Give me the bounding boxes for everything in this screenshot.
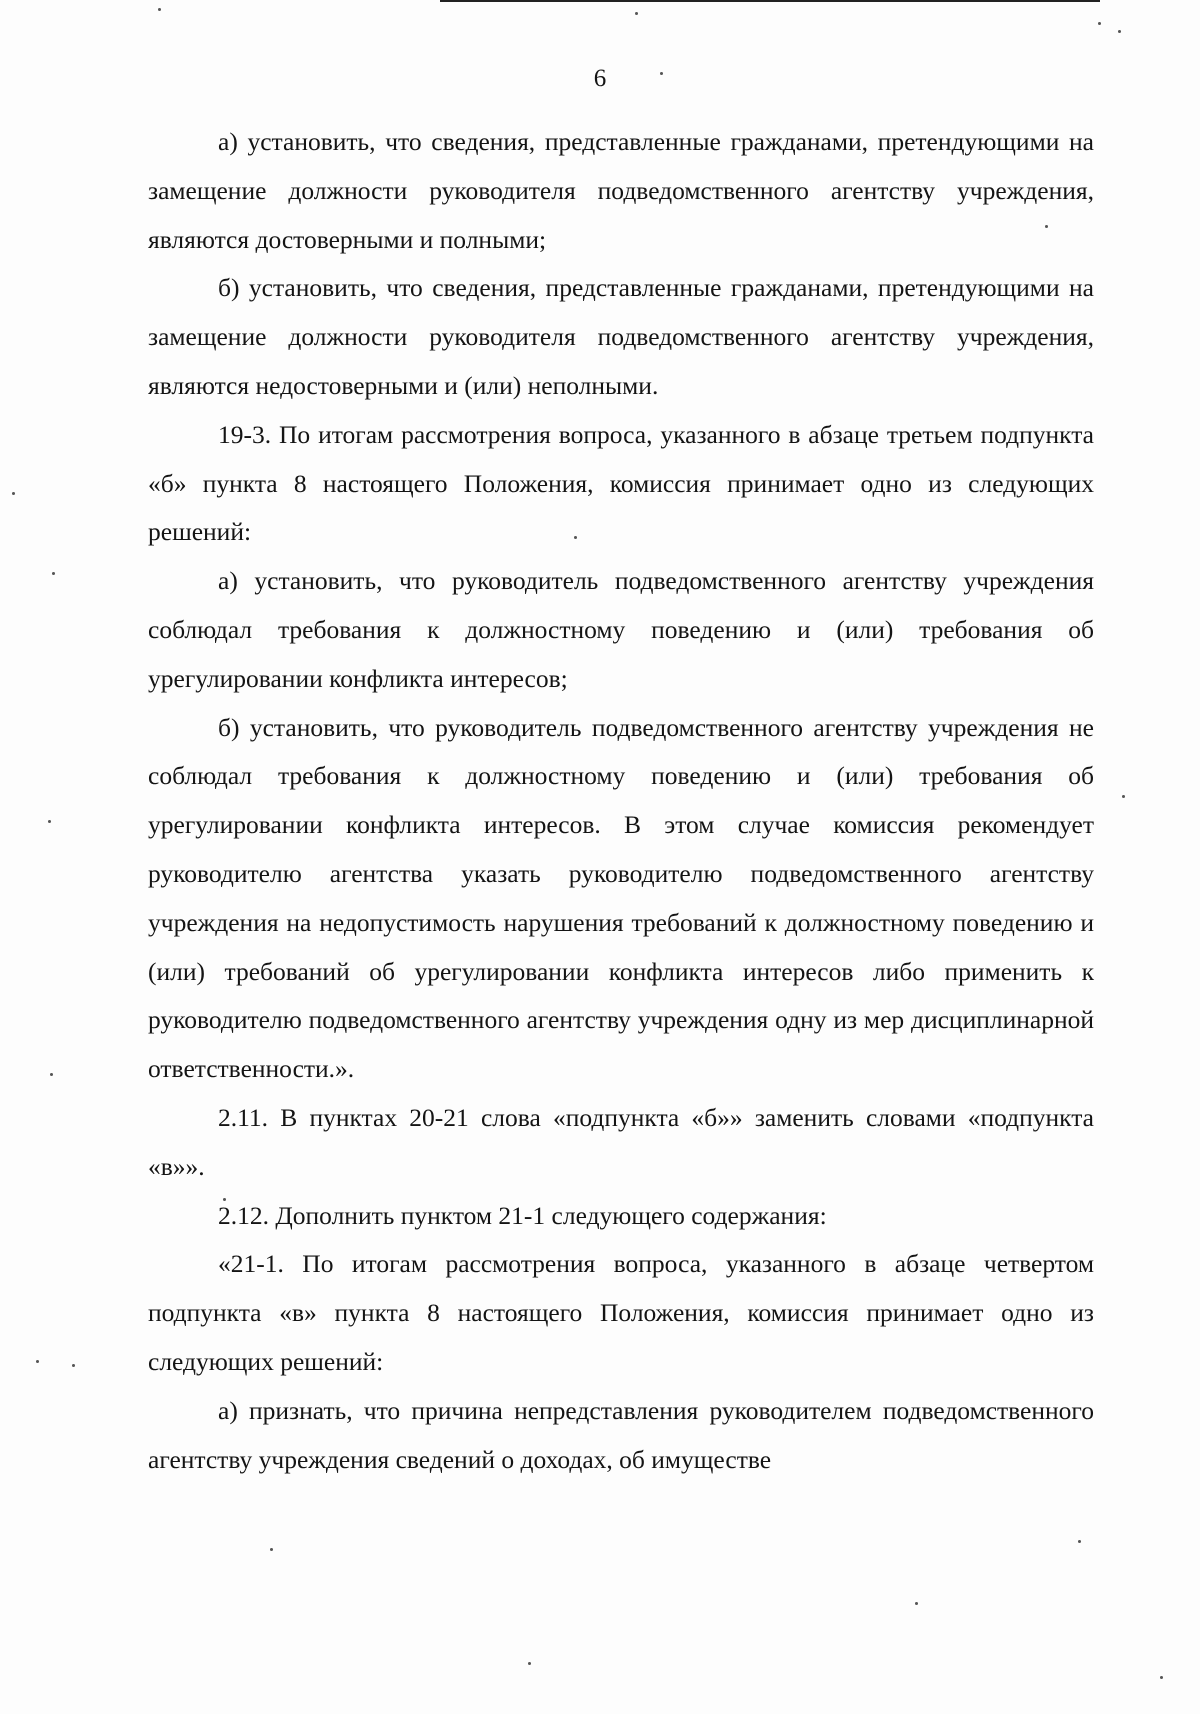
scan-speck (36, 1360, 39, 1363)
paragraph-b-not-complied: б) установить, что руководитель подведомственного агентству учреждения не соблюдал требования к должностному поведению и (или) требования об урегулировании конфликта интересов. В этом случае комиссия рекомендует руководителю агентства указать руководителю подведомственного агентству учреждения на недопустимость нарушения требований к должностному поведению и (или) требований об урегулировании конфликта интересов либо применить к руководителю подведомственного агентству учреждения одну из мер дисциплинарной ответственности.». (148, 712, 1094, 1084)
paragraph-a-reliable-info: а) установить, что сведения, представленные гражданами, претендующими на замещение должности руководителя подведомственного агентству учреждения, являются достоверными и полными; (148, 127, 1094, 254)
paragraph-2-11: 2.11. В пунктах 20-21 слова «подпункта «б»» заменить словами «подпункта «в»». (148, 1102, 1094, 1181)
scan-speck (635, 12, 638, 15)
scan-speck (50, 1073, 53, 1076)
scan-speck (1160, 1676, 1163, 1679)
paragraph-2-12: 2.12. Дополнить пунктом 21-1 следующего содержания: (218, 1200, 827, 1230)
scan-speck (48, 820, 51, 823)
scan-speck (1098, 22, 1101, 25)
scan-speck (1118, 30, 1121, 33)
top-border-line (440, 0, 1100, 2)
scan-speck (1122, 795, 1125, 798)
paragraph-19-3: 19-3. По итогам рассмотрения вопроса, указанного в абзаце третьем подпункта «б» пункта 8 настоящего Положения, комиссия принимает одно из следующих решений: (148, 419, 1094, 547)
scan-speck (528, 1662, 531, 1665)
scan-speck (223, 1198, 226, 1201)
scan-speck (270, 1548, 273, 1551)
paragraph-21-1: «21-1. По итогам рассмотрения вопроса, указанного в абзаце четвертом подпункта «в» пункта 8 настоящего Положения, комиссия принимает одно из следующих решений: (148, 1249, 1094, 1376)
scan-speck (52, 572, 55, 575)
document-body (148, 118, 1094, 1484)
paragraph-b-unreliable-info: б) установить, что сведения, представленные гражданами, претендующими на замещение должности руководителя подведомственного агентству учреждения, являются недостоверными и (или) неполными. (148, 273, 1094, 400)
scan-speck (158, 8, 161, 11)
scan-speck (574, 536, 577, 539)
scan-speck (660, 72, 663, 75)
paragraph-a-complied: а) установить, что руководитель подведомственного агентству учреждения соблюдал требования к должностному поведению и (или) требования об урегулировании конфликта интересов; (148, 566, 1094, 693)
paragraph-a-recognize: а) признать, что причина непредставления руководителем подведомственного агентству учреждения сведений о доходах, об имуществе (148, 1395, 1094, 1474)
scan-speck (72, 1364, 75, 1367)
page-number: 6 (593, 65, 607, 92)
scan-speck (915, 1602, 918, 1605)
scan-speck (12, 492, 15, 495)
scan-speck (1045, 225, 1048, 228)
scan-speck (1078, 1540, 1081, 1543)
